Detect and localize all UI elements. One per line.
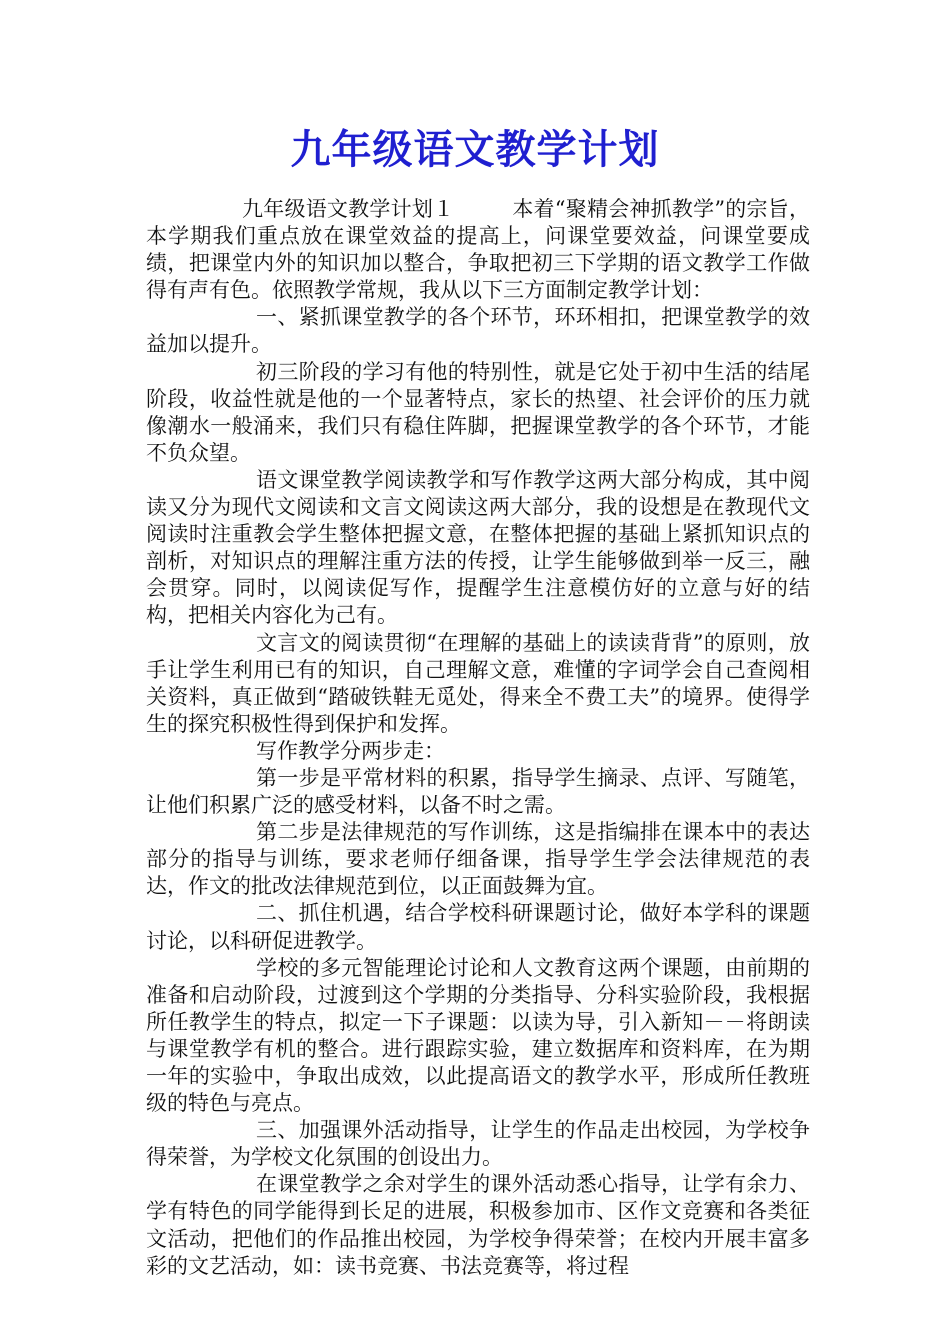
- paragraph: 第二步是法律规范的写作训练，这是指编排在课本中的表达部分的指导与训练，要求老师仔细备课，指导学生学会法律规范的表达，作文的批改法律规范到位，以正面鼓舞为宜。: [146, 820, 810, 899]
- lead-reference: 九年级语文教学计划１: [242, 197, 455, 221]
- paragraph-intro-text: 本着“聚精会神抓教学”的宗旨，本学期我们重点放在课堂效益的提高上，问课堂要效益，问课堂要成绩，把课堂内外的知识加以整合，争取把初三下学期的语文教学工作做得有声有色。依照教学常规，我从以下三方面制定教学计划：: [146, 197, 811, 303]
- paragraph: 学校的多元智能理论讨论和人文教育这两个课题，由前期的准备和启动阶段，过渡到这个学期的分类指导、分科实验阶段，我根据所任教学生的特点，拟定一下子课题：以读为导，引入新知－－将朗读与课堂教学有机的整合。进行跟踪实验，建立数据库和资料库，在为期一年的实验中，争取出成效，以此提高语文的教学水平，形成所任教班级的特色与亮点。: [146, 955, 810, 1116]
- section-heading-3: 三、加强课外活动指导，让学生的作品走出校园，为学校争得荣誉，为学校文化氛围的创设出力。: [146, 1118, 810, 1170]
- paragraph-intro: [146, 196, 810, 304]
- document-title: 九年级语文教学计划: [290, 126, 660, 173]
- paragraph: 初三阶段的学习有他的特别性，就是它处于初中生活的结尾阶段，收益性就是他的一个显著特点，家长的热望、社会评价的压力就像潮水一般涌来，我们只有稳住阵脚，把握课堂教学的各个环节，才能不负众望。: [146, 359, 810, 465]
- paragraph: 在课堂教学之余对学生的课外活动悉心指导，让学有余力、学有特色的同学能得到长足的进展，积极参加市、区作文竞赛和各类征文活动，把他们的作品推出校园，为学校争得荣誉；在校内开展丰富多彩的文艺活动，如：读书竞赛、书法竞赛等，将过程: [146, 1172, 810, 1278]
- section-heading-2: 二、抓住机遇，结合学校科研课题讨论，做好本学科的课题讨论，以科研促进教学。: [146, 901, 810, 953]
- paragraph: 写作教学分两步走：: [256, 738, 445, 763]
- paragraph: 文言文的阅读贯彻“在理解的基础上的读读背背”的原则，放手让学生利用已有的知识，自己理解文意，难懂的字词学会自己查阅相关资料，真正做到“踏破铁鞋无觅处，得来全不费工夫”的境界。使得学生的探究积极性得到保护和发挥。: [146, 630, 810, 736]
- document-body: [146, 196, 810, 1280]
- paragraph: 第一步是平常材料的积累，指导学生摘录、点评、写随笔，让他们积累广泛的感受材料，以备不时之需。: [146, 765, 810, 818]
- section-heading-1: 一、紧抓课堂教学的各个环节，环环相扣，把课堂教学的效益加以提升。: [146, 305, 810, 357]
- paragraph: 语文课堂教学阅读教学和写作教学这两大部分构成，其中阅读又分为现代文阅读和文言文阅读这两大部分，我的设想是在教现代文阅读时注重教会学生整体把握文意，在整体把握的基础上紧抓知识点的剖析，对知识点的理解注重方法的传授，让学生能够做到举一反三，融会贯穿。同时，以阅读促写作，提醒学生注意模仿好的立意与好的结构，把相关内容化为己有。: [146, 467, 810, 628]
